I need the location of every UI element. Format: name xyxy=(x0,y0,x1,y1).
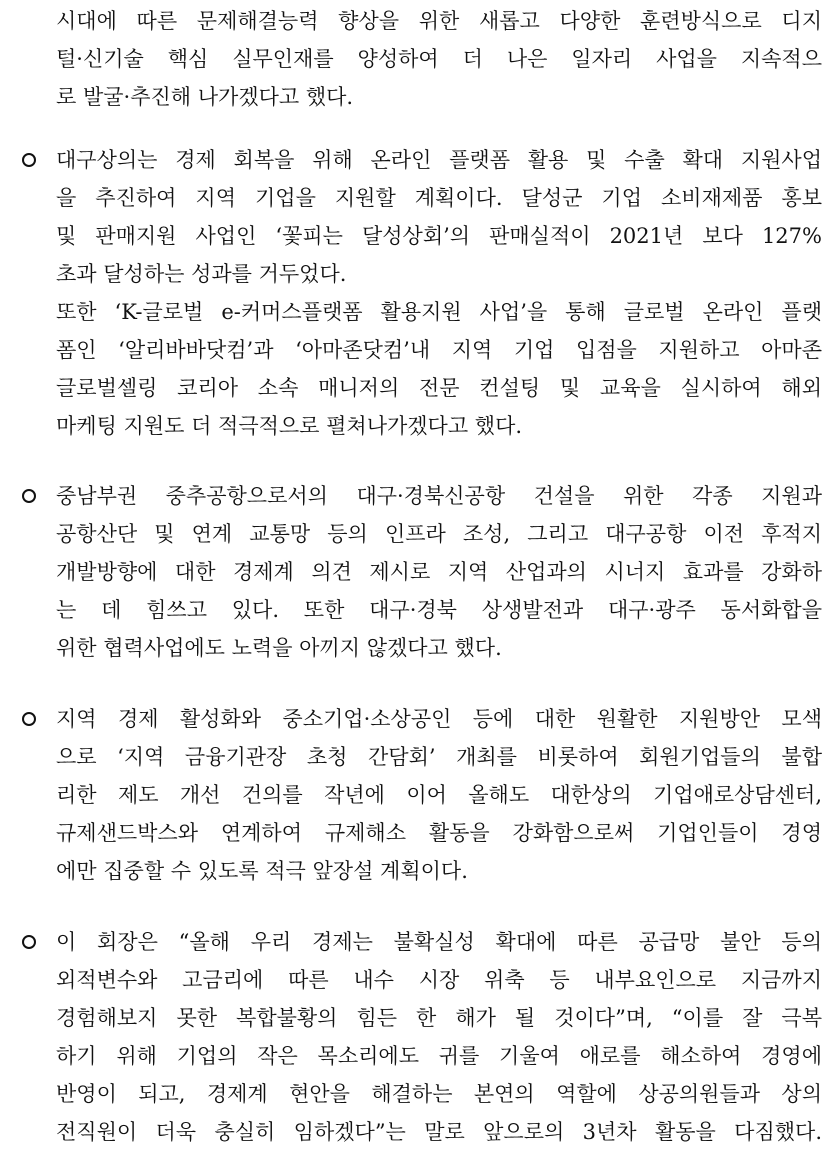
paragraph-4-line-2: 외적변수와 고금리에 따른 내수 시장 위축 등 내부요인으로 지금까지 xyxy=(56,968,822,992)
paragraph-1-line-3: 및 판매지원 사업인 ‘꽃피는 달성상회’의 판매실적이 2021년 보다 127% xyxy=(56,224,822,248)
paragraph-2-line-2: 공항산단 및 연계 교통망 등의 인프라 조성, 그리고 대구공항 이전 후적지 xyxy=(56,522,822,546)
paragraph-2-line-4: 는 데 힘쓰고 있다. 또한 대구·경북 상생발전과 대구·광주 동서화합을 xyxy=(56,598,822,622)
bullet-circle-icon xyxy=(22,935,36,949)
paragraph-4-line-3: 경험해보지 못한 복합불황의 힘든 한 해가 될 것이다”며, “이를 잘 극복 xyxy=(56,1006,822,1030)
intro-line-1: 시대에 따른 문제해결능력 향상을 위한 새롭고 다양한 훈련방식으로 디지 xyxy=(56,9,822,33)
paragraph-2-line-5: 위한 협력사업에도 노력을 아끼지 않겠다고 했다. xyxy=(56,636,502,660)
paragraph-1-line-2: 을 추진하여 지역 기업을 지원할 계획이다. 달성군 기업 소비재제품 홍보 xyxy=(56,186,822,210)
bullet-circle-icon xyxy=(22,489,36,503)
paragraph-2-line-1: 중남부권 중추공항으로서의 대구·경북신공항 건설을 위한 각종 지원과 xyxy=(56,484,822,508)
paragraph-4-line-6: 전직원이 더욱 충실히 임하겠다”는 말로 앞으로의 3년차 활동을 다짐했다. xyxy=(56,1120,822,1144)
paragraph-1-line-6: 폼인 ‘알리바바닷컴’과 ‘아마존닷컴’내 지역 기업 입점을 지원하고 아마존 xyxy=(56,338,822,362)
paragraph-1-line-7: 글로벌셀링 코리아 소속 매니저의 전문 컨설팅 및 교육을 실시하여 해외 xyxy=(56,376,822,400)
paragraph-1-line-1: 대구상의는 경제 회복을 위해 온라인 플랫폼 활용 및 수출 확대 지원사업 xyxy=(56,148,822,172)
bullet-circle-icon xyxy=(22,153,36,167)
paragraph-3-line-1: 지역 경제 활성화와 중소기업·소상공인 등에 대한 원활한 지원방안 모색 xyxy=(56,707,822,731)
paragraph-4-line-1: 이 회장은 “올해 우리 경제는 불확실성 확대에 따른 공급망 불안 등의 xyxy=(56,930,822,954)
intro-line-2: 털·신기술 핵심 실무인재를 양성하여 더 나은 일자리 사업을 지속적으 xyxy=(56,47,822,71)
paragraph-2-line-3: 개발방향에 대한 경제계 의견 제시로 지역 산업과의 시너지 효과를 강화하 xyxy=(56,560,822,584)
paragraph-4-line-5: 반영이 되고, 경제계 현안을 해결하는 본연의 역할에 상공의원들과 상의 xyxy=(56,1082,822,1106)
paragraph-1-line-8: 마케팅 지원도 더 적극적으로 펼쳐나가겠다고 했다. xyxy=(56,414,523,438)
bullet-circle-icon xyxy=(22,712,36,726)
paragraph-4-line-4: 하기 위해 기업의 작은 목소리에도 귀를 기울여 애로를 해소하여 경영에 xyxy=(56,1044,822,1068)
paragraph-3-line-2: 으로 ‘지역 금융기관장 초청 간담회’ 개최를 비롯하여 회원기업들의 불합 xyxy=(56,745,822,769)
paragraph-1-line-4: 초과 달성하는 성과를 거두었다. xyxy=(56,262,347,286)
paragraph-3-line-5: 에만 집중할 수 있도록 적극 앞장설 계획이다. xyxy=(56,859,468,883)
paragraph-3-line-4: 규제샌드박스와 연계하여 규제해소 활동을 강화함으로써 기업인들이 경영 xyxy=(56,821,822,845)
intro-line-3: 로 발굴·추진해 나가겠다고 했다. xyxy=(56,85,354,109)
paragraph-1-line-5: 또한 ‘K-글로벌 e-커머스플랫폼 활용지원 사업’을 통해 글로벌 온라인 플랫 xyxy=(56,300,822,324)
paragraph-3-line-3: 리한 제도 개선 건의를 작년에 이어 올해도 대한상의 기업애로상담센터, xyxy=(56,783,822,807)
